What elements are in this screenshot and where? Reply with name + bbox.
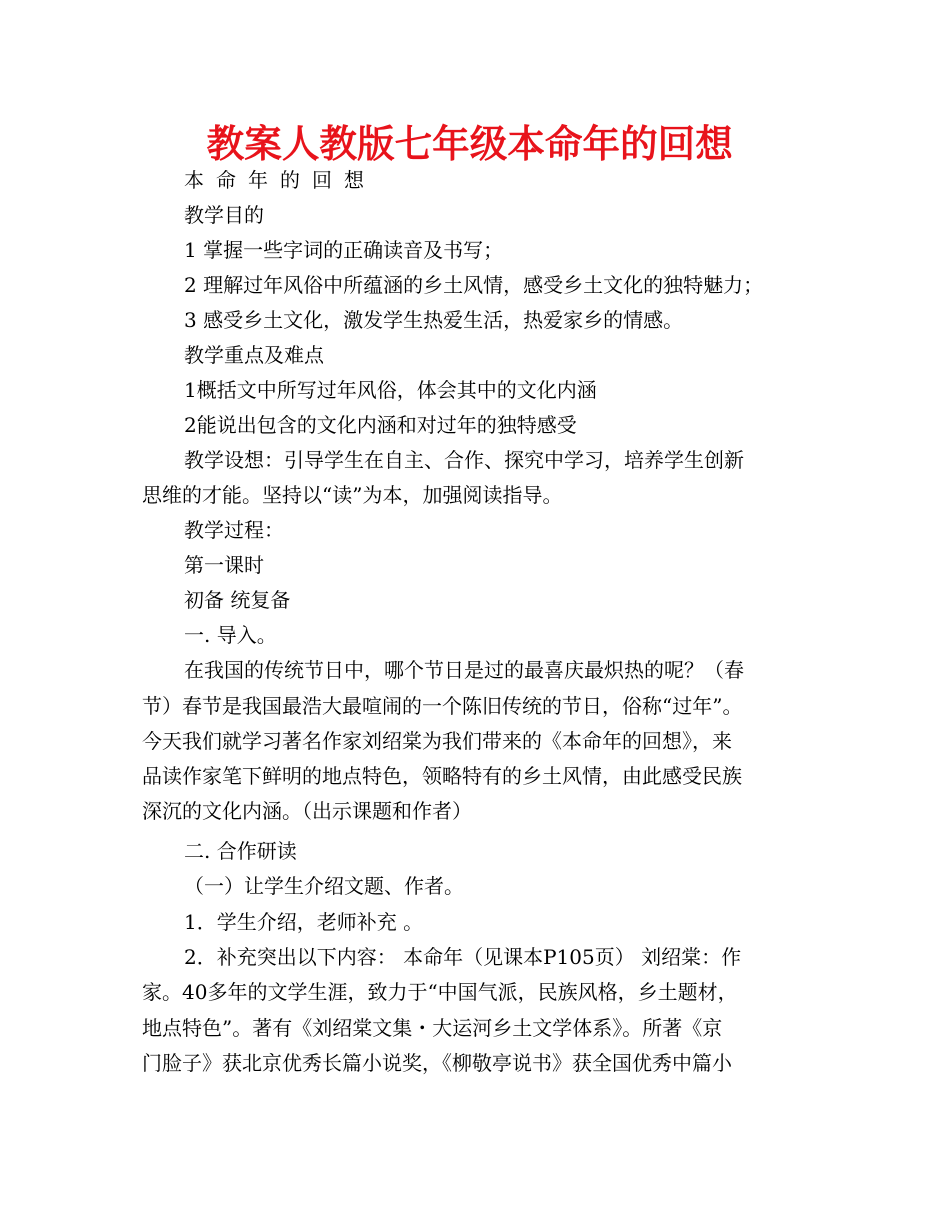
step-2-line-4: 门脸子》获北京优秀长篇小说奖，《柳敬亭说书》获全国优秀中篇小 [142, 1051, 732, 1075]
heading-objectives: 教学目的 [184, 203, 264, 227]
step-2-line-3: 地点特色”。著有《刘绍棠文集・大运河乡土文学体系》。所著《京 [142, 1016, 723, 1040]
intro-paragraph-line-4: 品读作家笔下鲜明的地点特色，领略特有的乡土风情，由此感受民族 [142, 764, 742, 788]
objective-item-3: 3 感受乡土文化，激发学生热爱生活，热爱家乡的情感。 [184, 308, 684, 332]
intro-paragraph-line-2: 节）春节是我国最浩大最喧闹的一个陈旧传统的节日，俗称“过年”。 [142, 694, 743, 718]
key-point-2: 2能说出包含的文化内涵和对过年的独特感受 [184, 413, 577, 437]
document-title: 教案人教版七年级本命年的回想 [206, 122, 733, 166]
subsection-heading: （一）让学生介绍文题、作者。 [184, 874, 464, 898]
lesson-heading: 第一课时 [184, 553, 264, 577]
section-intro-heading: 一. 导入。 [184, 623, 277, 647]
subtitle-line: 本命年的回想 [184, 168, 376, 192]
section-reading-heading: 二. 合作研读 [184, 839, 297, 863]
objective-item-2: 2 理解过年风俗中所蕴涵的乡土风情，感受乡土文化的独特魅力； [184, 273, 764, 297]
intro-paragraph-line-3: 今天我们就学习著名作家刘绍棠为我们带来的《本命年的回想》，来 [142, 729, 732, 753]
step-2-line-1: 2．补充突出以下内容： 本命年（见课本P105页） 刘绍棠：作 [184, 945, 742, 969]
step-2-line-2: 家。40多年的文学生涯，致力于“中国气派，民族风格，乡土题材， [142, 980, 738, 1004]
design-paragraph-line-2: 思维的才能。坚持以“读”为本，加强阅读指导。 [142, 483, 563, 507]
key-point-1: 1概括文中所写过年风俗，体会其中的文化内涵 [184, 378, 597, 402]
heading-key-points: 教学重点及难点 [184, 343, 324, 367]
intro-paragraph-line-5: 深沉的文化内涵。（出示课题和作者） [142, 799, 472, 823]
heading-process: 教学过程： [184, 518, 284, 542]
design-paragraph-line-1: 教学设想：引导学生在自主、合作、探究中学习，培养学生创新 [184, 448, 744, 472]
step-1: 1．学生介绍，老师补充 。 [184, 910, 424, 934]
objective-item-1: 1 掌握一些字词的正确读音及书写； [184, 238, 504, 262]
prep-label: 初备 统复备 [184, 588, 291, 612]
intro-paragraph-line-1: 在我国的传统节日中，哪个节日是过的最喜庆最炽热的呢？（春 [184, 658, 744, 682]
